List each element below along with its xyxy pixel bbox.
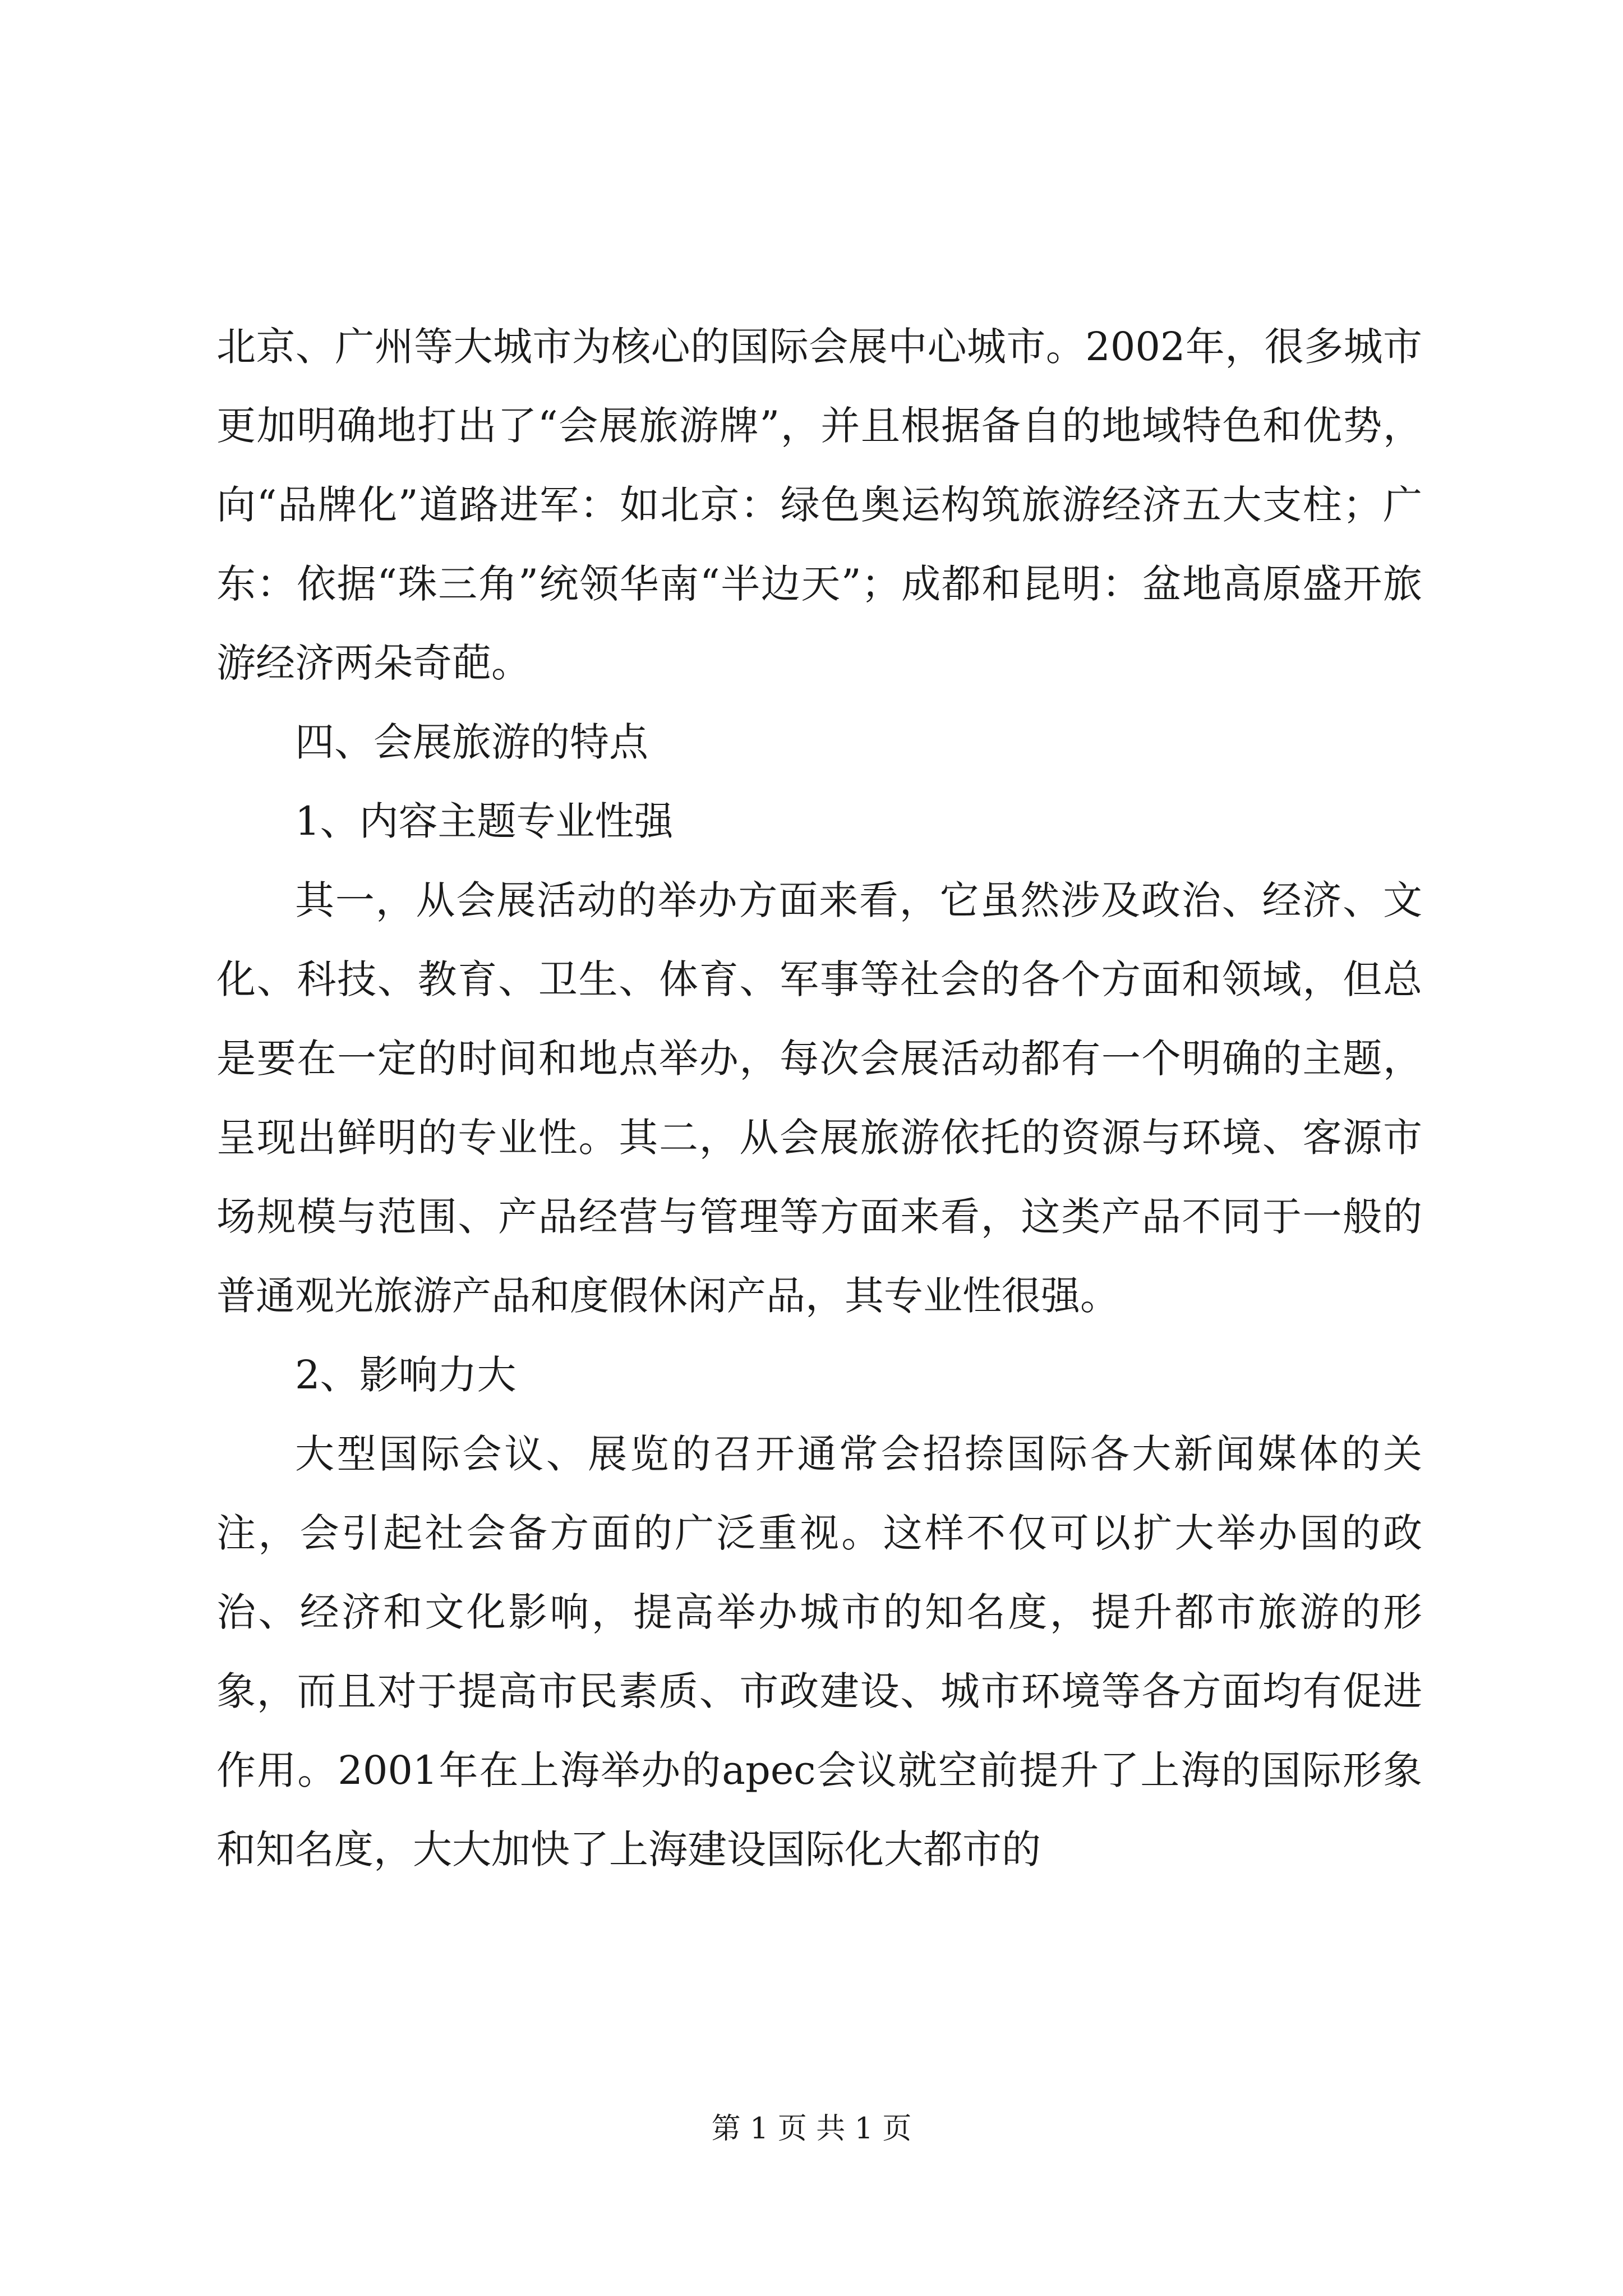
- paragraph-professional-theme: 其一，从会展活动的举办方面来看，它虽然涉及政治、经济、文化、科技、教育、卫生、体育、军事等社会的各个方面和领域，但总是要在一定的时间和地点举办，每次会展活动都有一个明确的主题，呈现出鲜明的专业性。其二，从会展旅游依托的资源与环境、客源市场规模与范围、产品经营与管理等方面来看，这类产品不同于一般的普通观光旅游产品和度假休闲产品，其专业性很强。: [216, 877, 1422, 1319]
- page-footer: 第 1 页 共 1 页: [711, 2112, 912, 2146]
- paragraph-continuation: 北京、广州等大城市为核心的国际会展中心城市。2002年，很多城市更加明确地打出了“会展旅游牌”，并且根据备自的地域特色和优势，向“品牌化”道路进军：如北京：绿色奥运构筑旅游经济五大支柱；广东：依据“珠三角”统领华南“半边天”；成都和昆明：盆地高原盛开旅游经济两朵奇葩。: [216, 324, 1422, 686]
- paragraph-influence: 大型国际会议、展览的召开通常会招捺国际各大新闻媒体的关注，会引起社会备方面的广泛重视。这样不仅可以扩大举办国的政治、经济和文化影响，提高举办城市的知名度，提升都市旅游的形象，而且对于提高市民素质、市政建设、城市环境等各方面均有促进作用。2001年在上海举办的apec会议就空前提升了上海的国际形象和知名度，大大加快了上海建设国际化大都市的: [216, 1431, 1422, 1872]
- subheading-influence: 2、影响力大: [295, 1352, 517, 1398]
- subheading-professional-theme: 1、内容主题专业性强: [295, 798, 674, 844]
- section-heading-features: 四、会展旅游的特点: [295, 719, 648, 765]
- document-body: [216, 307, 1422, 1889]
